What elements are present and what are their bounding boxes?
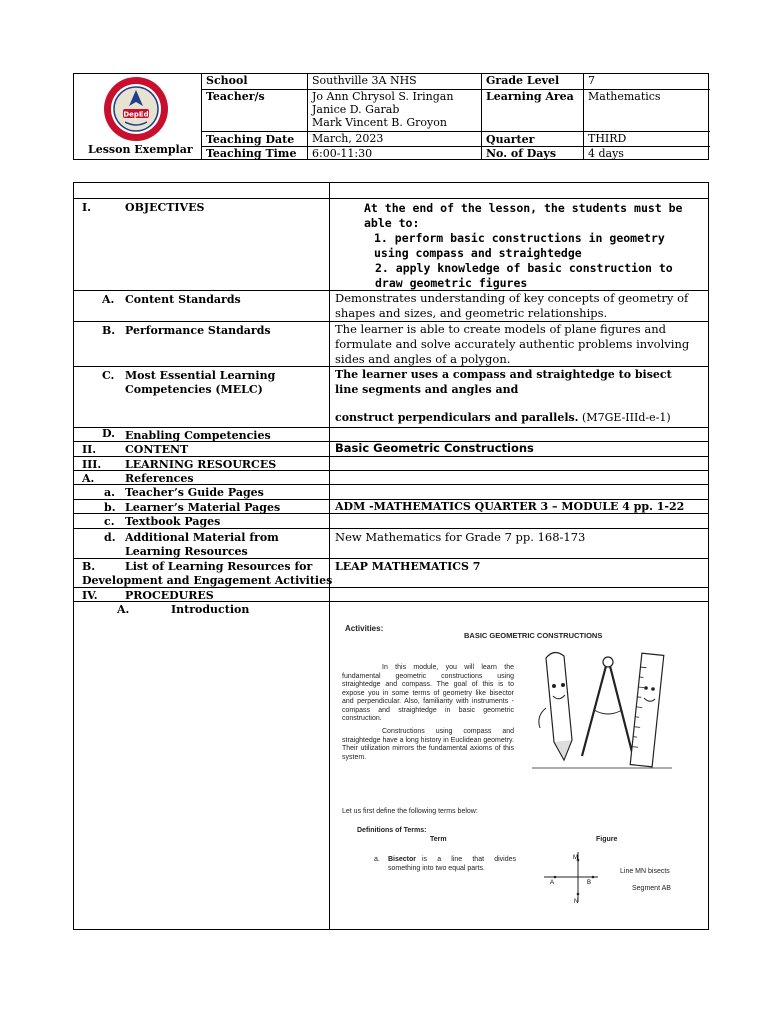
module-figure-column: Figure [596,836,618,843]
additional-label-line2: Learning Resources [125,545,248,558]
learning-resources-num: III. [82,458,102,471]
melc-value-text: construct perpendiculars and parallels. [335,411,579,424]
school-value: Southville 3A NHS [308,74,482,89]
bisector-figure [540,850,600,906]
school-label: School [202,74,308,89]
definition-term: Bisector [388,856,417,863]
grade-level-label: Grade Level [482,74,584,89]
logo-cell [74,74,202,159]
learners-material-label: Learner’s Material Pages [125,501,281,514]
module-activities-label: Activities: [345,624,384,633]
point-n-label: N [574,899,579,905]
content-num: II. [82,443,97,456]
objectives-label: OBJECTIVES [125,201,205,214]
learning-area-value: Mathematics [588,90,661,103]
module-excerpt-image [340,622,705,922]
module-term-column: Term [430,836,447,843]
list-num: B. [82,560,96,573]
introduction-num: A. [117,603,130,616]
melc-value-line1: The learner uses a compass and straightedge to bisect line segments and angles and [335,368,672,396]
references-label: References [125,472,194,485]
teachers-value: Jo Ann Chrysol S. Iringan Janice D. Garab Mark Vincent B. Groyon [308,90,482,131]
row-border [74,528,708,529]
objective-item-2: 2. apply knowledge of basic construction to draw geometric figures [375,261,673,290]
references-num: A. [82,472,95,485]
lesson-exemplar-label: Lesson Exemplar [88,143,193,156]
no-of-days-value: 4 days [588,147,624,160]
figure-caption-line2: Segment AB [632,885,671,892]
column-divider [329,183,330,929]
definition-text: is a line that divides something into two equal parts. [388,856,516,872]
teachers-guide-label: Teacher’s Guide Pages [125,486,264,499]
textbook-label: Textbook Pages [125,515,221,528]
performance-standards-label: Performance Standards [125,324,271,337]
introduction-label: Introduction [171,603,250,616]
additional-label-line1: Additional Material from [125,531,279,544]
enabling-num: D. [102,427,115,440]
melc-code: (M7GE-IIId-e-1) [582,411,671,424]
textbook-num: c. [104,515,115,528]
additional-num: d. [104,531,116,544]
content-standards-num: A. [102,293,115,306]
definition-letter: a. [374,856,380,863]
learning-resources-label: LEARNING RESOURCES [125,458,277,471]
additional-value: New Mathematics for Grade 7 pp. 168-173 [335,530,586,544]
point-b-label: B [587,880,592,886]
teachers-label: Teacher/s [202,90,308,131]
teaching-date-label: Teaching Date [202,132,308,146]
performance-standards-num: B. [102,324,116,337]
grade-level-value: 7 [588,74,595,87]
content-label: CONTENT [125,443,189,456]
list-label-line2: Development and Engagement Activities [82,574,333,587]
procedures-num: IV. [82,589,98,602]
content-value: Basic Geometric Constructions [335,441,534,455]
teachers-guide-num: a. [104,486,115,499]
melc-label-line1: Most Essential Learning [125,369,276,382]
learning-area-label: Learning Area [482,90,584,131]
quarter-label: Quarter [482,132,584,146]
row-border [74,456,708,457]
learners-material-num: b. [104,501,116,514]
performance-standards-value: The learner is able to create models of plane figures and formulate and solve accurately authentic problems involving sides and angles of a polygon. [335,322,690,366]
objectives-intro: At the end of the lesson, the students must be able to: [364,201,683,230]
header-table [73,73,709,160]
melc-num: C. [102,369,115,382]
procedures-label: PROCEDURES [125,589,214,602]
compass-pencil-ruler-illustration [532,648,672,772]
module-definitions-heading: Definitions of Terms: [357,827,427,834]
school-seal-logo [103,76,169,142]
row-border [74,198,708,199]
header-row-time [202,147,710,159]
point-a-label: A [550,880,555,886]
module-define-intro: Let us first define the following terms below: [342,808,478,815]
teaching-date-value: March, 2023 [308,132,482,146]
header-row-teachers [202,90,710,132]
figure-caption-line1: Line MN bisects [620,868,670,875]
teaching-time-label: Teaching Time [202,147,308,159]
content-standards-value: Demonstrates understanding of key concepts of geometry of shapes and sizes, and geometric relationships. [335,291,689,320]
no-of-days-label: No. of Days [482,147,584,159]
list-label-line1: List of Learning Resources for [125,560,313,573]
list-value: LEAP MATHEMATICS 7 [335,560,481,573]
header-row-date [202,132,710,147]
objective-item-1: 1. perform basic constructions in geometry using compass and straightedge [374,231,665,260]
module-paragraph-1: In this module, you will learn the fundamental geometric constructions using straightedge and compass. The goal of this is to expose you in some terms of geometry like bisector and perpendicular. Also, familiarity with instruments - compass and straightedge in basic geometric construction. [342,664,514,722]
enabling-label: Enabling Competencies [125,429,271,442]
learners-material-value: ADM -MATHEMATICS QUARTER 3 – MODULE 4 pp. 1-22 [335,500,685,513]
module-title: BASIC GEOMETRIC CONSTRUCTIONS [464,631,603,640]
melc-label-line2: Competencies (MELC) [125,383,263,396]
header-row-school [202,74,710,90]
content-standards-label: Content Standards [125,293,241,306]
row-border [74,427,708,428]
objectives-num: I. [82,201,91,214]
row-border [74,587,708,588]
melc-value-line2 [335,410,705,425]
teaching-time-value: 6:00-11:30 [308,147,482,159]
module-paragraph-2: Constructions using compass and straightedge have a long history in Euclidean geometry. Their utilization mirrors the fundamental axioms of this system. [342,728,514,761]
point-m-label: M [573,855,578,861]
quarter-value: THIRD [588,132,627,145]
logo-text: DepEd [123,110,149,119]
